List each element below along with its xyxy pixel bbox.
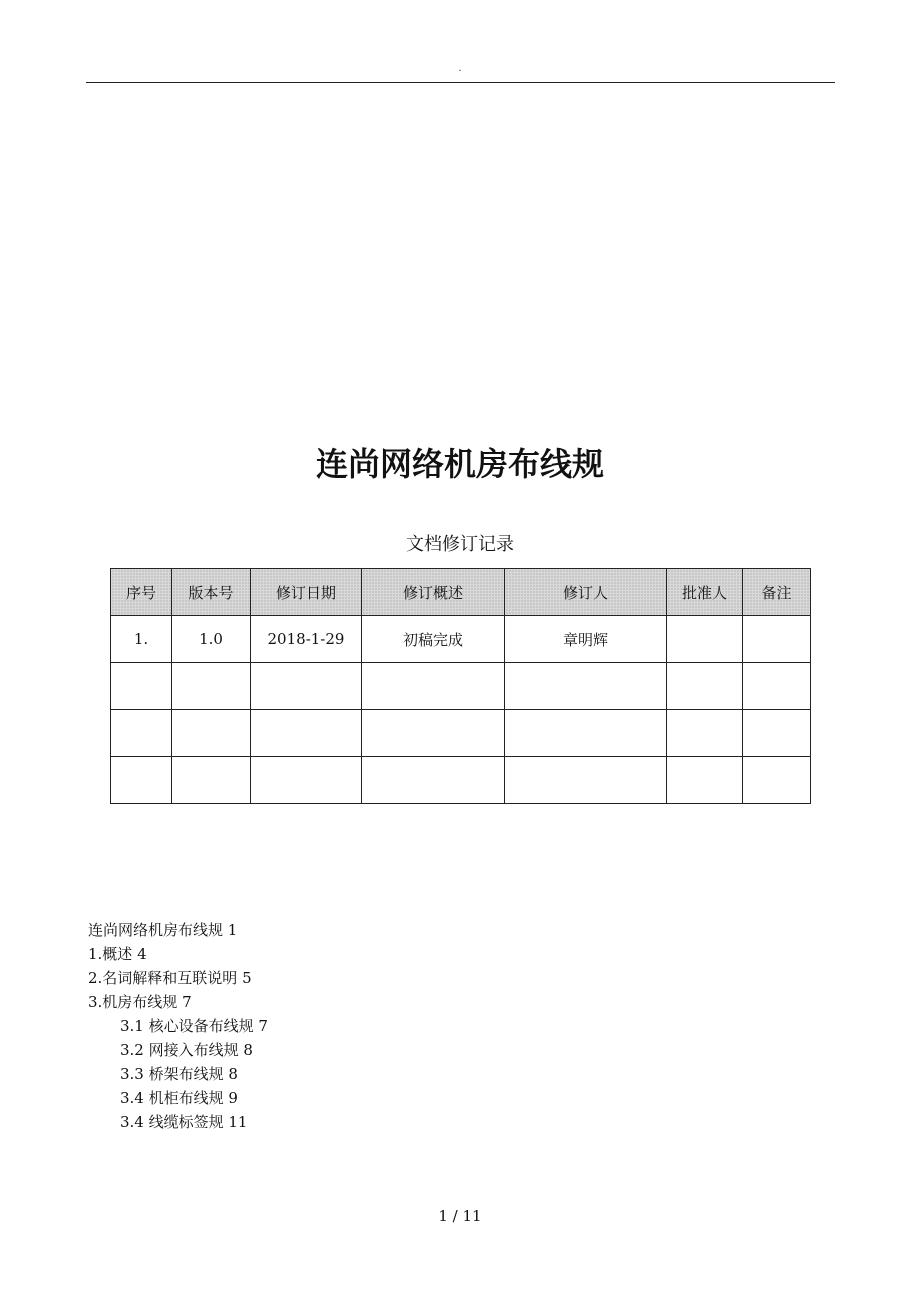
table-cell (667, 663, 743, 710)
table-header-row (111, 569, 811, 616)
column-header: 修订概述 (362, 569, 505, 616)
document-title: 连尚网络机房布线规 (315, 445, 604, 483)
table-row (111, 663, 811, 710)
table-cell (743, 663, 811, 710)
table-cell (172, 710, 251, 757)
table-cell: 章明辉 (505, 616, 667, 663)
toc-subentry[interactable]: 3.1 核心设备布线规 7 (120, 1017, 268, 1035)
table-cell (251, 663, 362, 710)
table-cell (743, 757, 811, 804)
table-cell (362, 710, 505, 757)
toc-entry[interactable]: 连尚网络机房布线规 1 (88, 921, 238, 939)
header-mark: . (458, 63, 462, 74)
table-cell: 1.0 (172, 616, 251, 663)
table-cell (362, 663, 505, 710)
table-cell (111, 663, 172, 710)
table-cell (111, 710, 172, 757)
table-cell (362, 757, 505, 804)
table-cell (667, 710, 743, 757)
column-header: 批准人 (667, 569, 743, 616)
toc-entry[interactable]: 1.概述 4 (88, 945, 147, 963)
revision-record-caption: 文档修订记录 (406, 534, 514, 555)
column-header: 修订人 (505, 569, 667, 616)
table-cell (667, 616, 743, 663)
toc-entry[interactable]: 3.机房布线规 7 (88, 993, 192, 1011)
toc-entry[interactable]: 2.名词解释和互联说明 5 (88, 969, 252, 987)
table-cell (505, 663, 667, 710)
table-cell (743, 616, 811, 663)
page-number: 1 / 11 (438, 1207, 482, 1225)
table-cell (251, 757, 362, 804)
column-header: 版本号 (172, 569, 251, 616)
table-cell: 初稿完成 (362, 616, 505, 663)
column-header: 备注 (743, 569, 811, 616)
revision-table (110, 568, 811, 804)
table-cell (111, 757, 172, 804)
table-cell (667, 757, 743, 804)
toc-subentry[interactable]: 3.2 网接入布线规 8 (120, 1041, 253, 1059)
header-rule (86, 82, 835, 83)
toc-subentry[interactable]: 3.3 桥架布线规 8 (120, 1065, 238, 1083)
table-cell (251, 710, 362, 757)
column-header: 修订日期 (251, 569, 362, 616)
toc-subentry[interactable]: 3.4 线缆标签规 11 (120, 1113, 248, 1131)
table-row (111, 710, 811, 757)
table-cell: 1. (111, 616, 172, 663)
table-cell (505, 757, 667, 804)
table-cell (505, 710, 667, 757)
table-cell: 2018-1-29 (251, 616, 362, 663)
column-header: 序号 (111, 569, 172, 616)
table-cell (172, 757, 251, 804)
table-of-contents (88, 918, 688, 1134)
toc-subentry[interactable]: 3.4 机柜布线规 9 (120, 1089, 238, 1107)
table-cell (172, 663, 251, 710)
table-cell (743, 710, 811, 757)
table-row (111, 757, 811, 804)
table-row (111, 616, 811, 663)
